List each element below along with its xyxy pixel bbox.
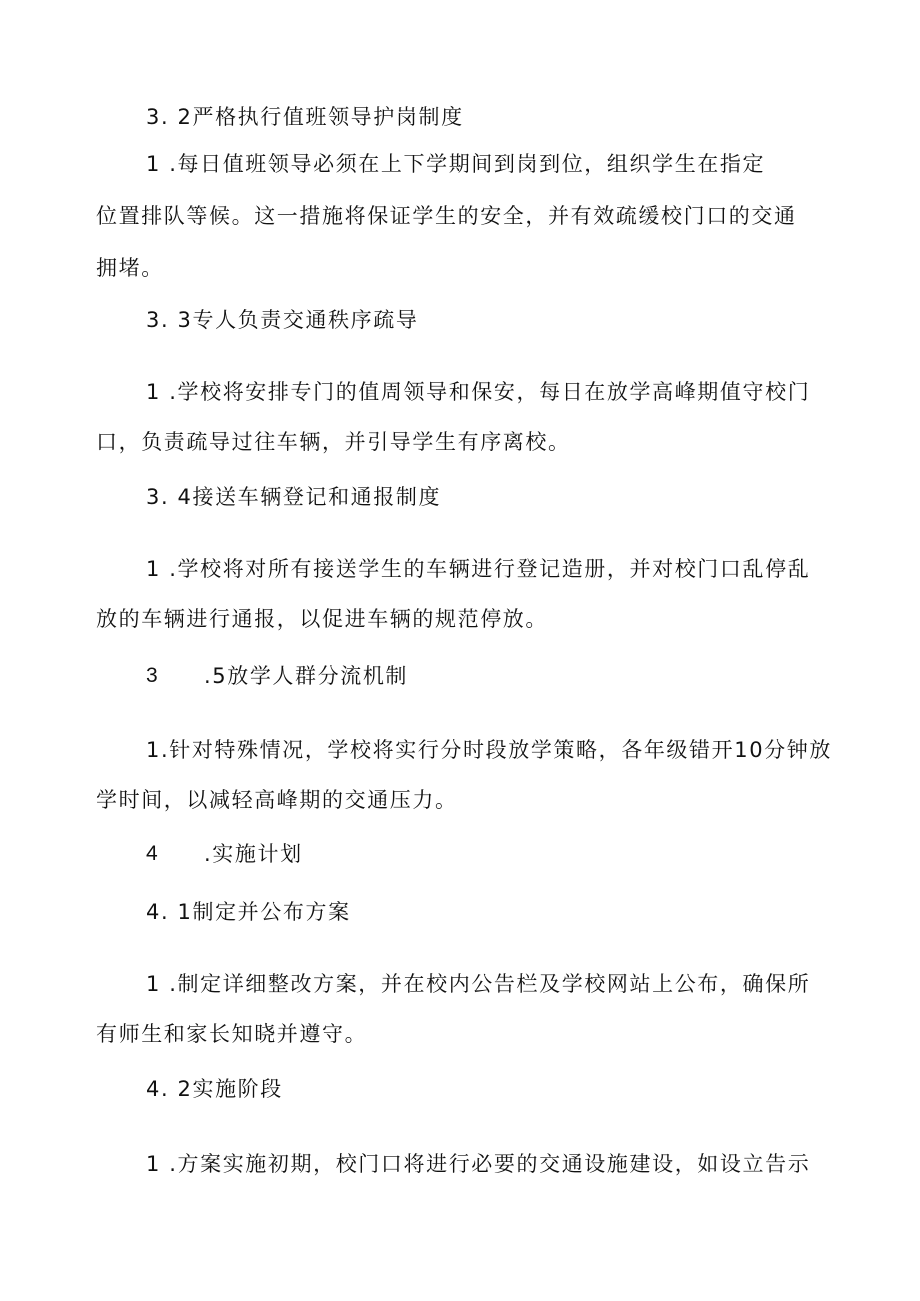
section-heading-4-2: 4. 2实施阶段 <box>146 1077 283 1101</box>
paragraph-line: 1.针对特殊情况，学校将实行分时段放学策略，各年级错开10分钟放 <box>146 738 832 762</box>
paragraph-line: 放的车辆进行通报，以促进车辆的规范停放。 <box>96 607 548 631</box>
paragraph-line: 1 .学校将安排专门的值周领导和保安，每日在放学高峰期值守校门 <box>146 380 811 404</box>
section-heading-3-2: 3. 2严格执行值班领导护岗制度 <box>146 105 464 129</box>
paragraph-line: 1 .学校将对所有接送学生的车辆进行登记造册，并对校门口乱停乱 <box>146 557 811 581</box>
paragraph-line: 有师生和家长知晓并遵守。 <box>96 1022 368 1046</box>
paragraph-line: 1 .制定详细整改方案，并在校内公告栏及学校网站上公布，确保所 <box>146 972 811 996</box>
paragraph-line: 1 .方案实施初期，校门口将进行必要的交通设施建设，如设立告示 <box>146 1152 811 1176</box>
paragraph-line: 口，负责疏导过往车辆，并引导学生有序离校。 <box>96 430 571 454</box>
paragraph-line: 拥堵。 <box>96 256 164 280</box>
section-number-3: 3 <box>146 664 158 687</box>
section-heading-4: .实施计划 <box>204 842 303 866</box>
section-heading-3-5: .5放学人群分流机制 <box>204 664 409 688</box>
section-heading-3-3: 3. 3专人负责交通秩序疏导 <box>146 308 419 332</box>
section-heading-4-1: 4. 1制定并公布方案 <box>146 900 351 924</box>
section-heading-3-4: 3. 4接送车辆登记和通报制度 <box>146 485 442 509</box>
paragraph-line: 位置排队等候。这一措施将保证学生的安全，并有效疏缓校门口的交通 <box>96 204 797 228</box>
section-number-4: 4 <box>146 842 158 865</box>
paragraph-line: 学时间，以减轻高峰期的交通压力。 <box>96 788 458 812</box>
paragraph-line: 1 .每日值班领导必须在上下学期间到岗到位，组织学生在指定 <box>146 152 766 176</box>
